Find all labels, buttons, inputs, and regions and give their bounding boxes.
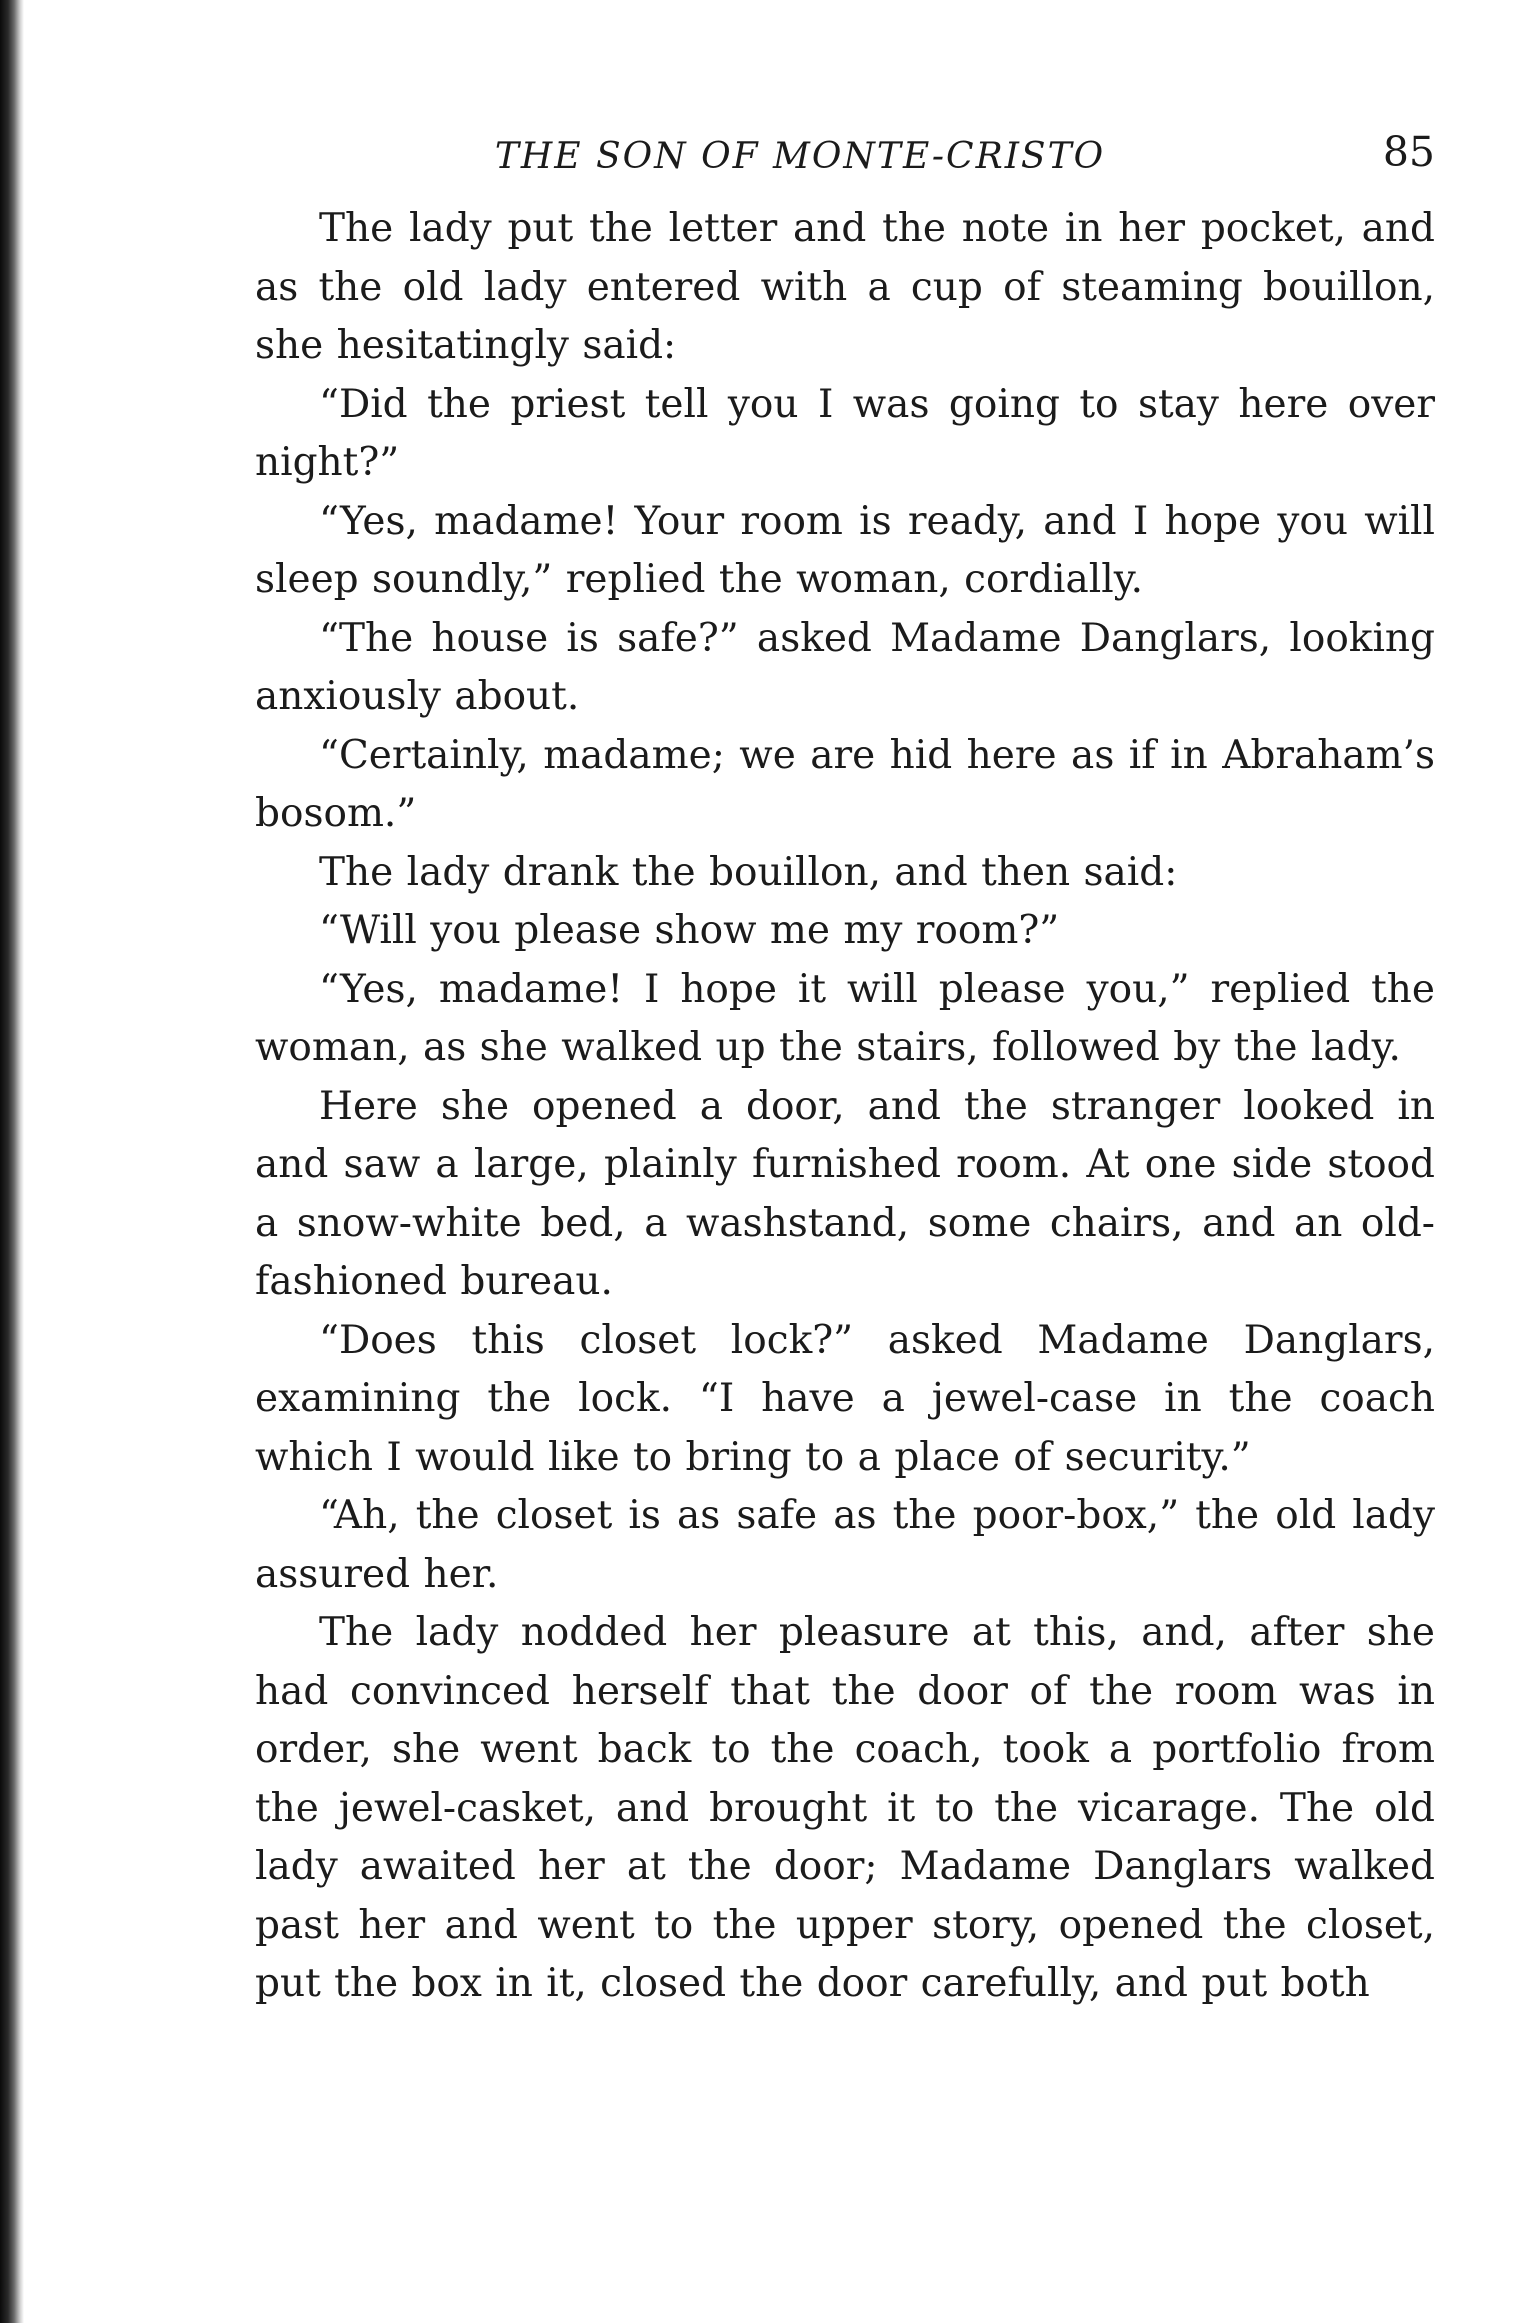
paragraph: “The house is safe?” asked Madame Danglars, looking anxiously about. (255, 615, 1435, 719)
running-title: THE SON OF MONTE-CRISTO (494, 136, 1106, 177)
paragraph: Here she opened a door, and the stranger looked in and saw a large, plainly furnished room. At one side stood a snow-white bed, a washstand, some chairs, and an old-fashioned bureau. (255, 1083, 1435, 1304)
running-header (255, 120, 1435, 190)
paragraph: “Yes, madame! I hope it will please you,” replied the woman, as she walked up the stairs, followed by the lady. (255, 966, 1435, 1070)
paragraph: The lady drank the bouillon, and then said: (319, 849, 1178, 895)
paragraph: “Will you please show me my room?” (319, 908, 1060, 953)
paragraph: “Did the priest tell you I was going to stay here over night?” (255, 381, 1435, 485)
paragraph: The lady put the letter and the note in her pocket, and as the old lady entered with a cup of steaming bouillon, she hesitatingly said: (255, 206, 1435, 368)
book-page (255, 120, 1435, 2014)
paragraph: The lady nodded her pleasure at this, and, after she had convinced herself that the door of the room was in order, she went back to the coach, took a portfolio from the jewel-casket, and brought it to the vicarage. The old lady awaited her at the door; Madame Danglars walked past her and went to the upper story, opened the closet, put the box in it, closed the door carefully, and put both (255, 1610, 1435, 2006)
paragraph: “Ah, the closet is as safe as the poor-box,” the old lady assured her. (255, 1493, 1435, 1597)
page-binding-edge (0, 0, 24, 2323)
body-text (255, 200, 1435, 2014)
paragraph: “Does this closet lock?” asked Madame Danglars, examining the lock. “I have a jewel-case in the coach which I would like to bring to a place of security.” (255, 1317, 1435, 1480)
paragraph: “Certainly, madame; we are hid here as if in Abraham’s bosom.” (255, 732, 1435, 836)
paragraph: “Yes, madame! Your room is ready, and I hope you will sleep soundly,” replied the woman, cordially. (255, 498, 1435, 602)
page-number: 85 (1382, 128, 1435, 176)
